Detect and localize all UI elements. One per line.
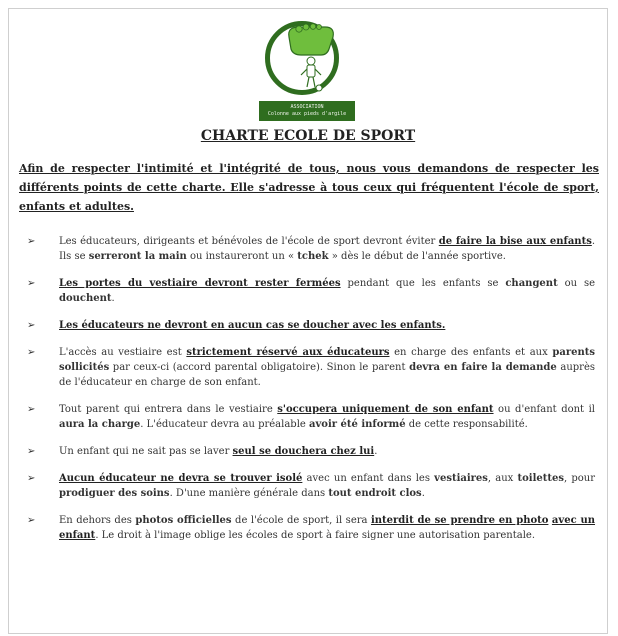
rule-item: [27, 318, 595, 333]
rule-text: ou se: [557, 278, 596, 289]
rule-text: . Le droit à l'image oblige les écoles de sport à faire signer une autorisation parentale.: [95, 530, 536, 541]
intro-paragraph: Afin de respecter l'intimité et l'intégrité de tous, nous vous demandons de respecter les différents points de cette charte. Elle s'adresse à tous ceux qui fréquentent l'école de sport, enfants et adultes.: [19, 162, 599, 213]
rule-text: de l'école de sport, il sera: [231, 515, 371, 526]
rule-bold-text: tout endroit clos: [328, 488, 422, 499]
rule-text: , pour: [564, 473, 596, 484]
rule-bold-text: vestiaires: [434, 473, 488, 484]
rule-underlined-text: interdit de se prendre en photo: [370, 515, 549, 526]
rule-item: [27, 345, 595, 390]
rule-text: . Ils se: [59, 236, 596, 262]
rule-item: [27, 276, 595, 306]
arrow-bullet-icon: ➢: [27, 515, 36, 526]
rule-text: En dehors des: [59, 515, 136, 526]
rule-text: avec un enfant dans les: [302, 473, 435, 484]
rule-text: ou instaureront un «: [186, 251, 298, 262]
rule-underlined-text: de faire la bise aux enfants: [438, 236, 592, 247]
rule-underlined-text: s'occupera uniquement de son enfant: [277, 404, 494, 415]
arrow-bullet-icon: ➢: [27, 236, 36, 247]
association-logo: [255, 15, 365, 125]
rule-item: [27, 513, 595, 543]
logo-association-name: Colonne aux pieds d'argile: [267, 111, 347, 117]
rule-text: .: [374, 446, 378, 457]
rule-text: .: [111, 293, 115, 304]
page-title: CHARTE ECOLE DE SPORT: [200, 128, 416, 144]
logo-association-label: ASSOCIATION: [290, 104, 324, 110]
rule-text: .: [421, 488, 425, 499]
rule-underlined-text: Les éducateurs ne devront en aucun cas se doucher avec les enfants.: [59, 320, 446, 331]
rule-bold-text: changent: [505, 278, 558, 289]
rule-bold-text: devra en faire la demande: [409, 362, 557, 373]
rule-underlined-text: avec un enfant: [59, 515, 596, 541]
arrow-bullet-icon: ➢: [27, 473, 36, 484]
arrow-bullet-icon: ➢: [27, 347, 36, 358]
rules-list: [27, 234, 595, 543]
rule-text: par ceux-ci (accord parental obligatoire). Sinon le parent: [109, 362, 410, 373]
rule-bold-text: serreront la main: [88, 251, 187, 262]
rule-text: ou d'enfant dont il: [493, 404, 596, 415]
rule-text: . L'éducateur devra au préalable: [140, 419, 309, 430]
rule-text: Tout parent qui entrera dans le vestiaire: [59, 404, 278, 415]
rule-text: Un enfant qui ne sait pas se laver: [59, 446, 233, 457]
logo-banner: [259, 101, 355, 121]
rule-underlined-text: Les portes du vestiaire devront rester fermées: [59, 278, 341, 289]
rule-text: , aux: [487, 473, 518, 484]
rule-item: [27, 444, 595, 459]
rule-bold-text: prodiguer des soins: [59, 488, 170, 499]
rule-item: [27, 402, 595, 432]
rule-text: de cette responsabilité.: [405, 419, 528, 430]
rule-bold-text: avoir été informé: [309, 419, 406, 430]
rule-underlined-text: strictement réservé aux éducateurs: [186, 347, 390, 358]
rule-text: L'accès au vestiaire est: [59, 347, 187, 358]
rule-text: pendant que les enfants se: [340, 278, 506, 289]
rule-text: auprès de l'éducateur en charge de son enfant.: [59, 362, 595, 388]
rule-bold-text: photos officielles: [135, 515, 232, 526]
rule-bold-text: tchek: [297, 251, 329, 262]
rule-bold-text: toilettes: [517, 473, 564, 484]
document-page: [8, 8, 608, 634]
rule-text: Les éducateurs, dirigeants et bénévoles de l'école de sport devront éviter: [59, 236, 439, 247]
rule-item: [27, 234, 595, 264]
rule-bold-text: aura la charge: [59, 419, 141, 430]
rule-bold-text: parents sollicités: [59, 347, 595, 373]
foot-figure-logo-icon: [255, 15, 365, 101]
rule-text: » dès le début de l'année sportive.: [328, 251, 506, 262]
rule-item: [27, 471, 595, 501]
rule-bold-text: douchent: [59, 293, 112, 304]
rule-underlined-text: seul se douchera chez lui: [232, 446, 375, 457]
arrow-bullet-icon: ➢: [27, 320, 36, 331]
rule-text: en charge des enfants et aux: [389, 347, 553, 358]
arrow-bullet-icon: ➢: [27, 278, 36, 289]
rule-underlined-text: Aucun éducateur ne devra se trouver isolé: [59, 473, 303, 484]
arrow-bullet-icon: ➢: [27, 446, 36, 457]
rule-text: . D'une manière générale dans: [169, 488, 329, 499]
arrow-bullet-icon: ➢: [27, 404, 36, 415]
